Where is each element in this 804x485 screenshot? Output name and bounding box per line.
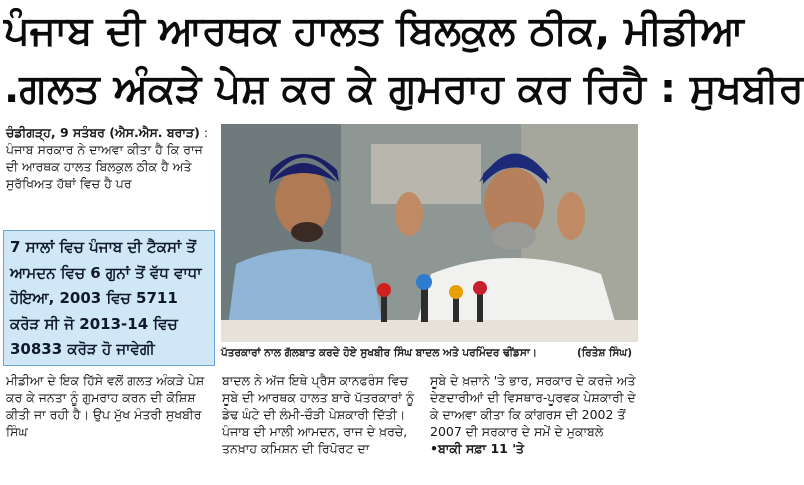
- body-paragraph-middle: ਬਾਦਲ ਨੇ ਅੱਜ ਇਥੇ ਪ੍ਰੈਸ ਕਾਨਫਰੰਸ ਵਿਚ ਸੂਬੇ ਦੀ ਆਰਥਕ ਹਾਲਤ ਬਾਰੇ ਪੱਤਰਕਾਰਾਂ ਨੂੰ ਡੇਢ ਘੰਟੇ ਦੀ ਲੰਮੀ-ਚੌੜੀ ਪੇਸ਼ਕਾਰੀ ਦਿੱਤੀ। ਪੰਜਾਬ ਦੀ ਮਾਲੀ ਆਮਦਨ, ਰਾਜ ਦੇ ਖ਼ਰਚੇ, ਤਨਖ਼ਾਹ ਕਮਿਸ਼ਨ ਦੀ ਰਿਪੋਰਟ ਦਾ: [222, 373, 414, 456]
- photo-caption-bar: [221, 343, 638, 363]
- article-lead-column: [6, 124, 214, 230]
- photo-credit: (ਰਿਤੇਸ਼ ਸਿੰਘ): [576, 347, 632, 359]
- body-paragraph-left: ਮੀਡੀਆ ਦੇ ਇਕ ਹਿੱਸੇ ਵਲੋਂ ਗਲਤ ਅੰਕੜੇ ਪੇਸ਼ ਕਰ ਕੇ ਜਨਤਾ ਨੂੰ ਗੁਮਰਾਹ ਕਰਨ ਦੀ ਕੋਸ਼ਿਸ਼ ਕੀਤੀ ਜਾ ਰਹੀ ਹੈ। ਉਪ ਮੁੱਖ ਮੰਤਰੀ ਸੁਖਬੀਰ ਸਿੰਘ: [6, 373, 205, 439]
- photo-illustration: [221, 124, 638, 342]
- highlight-box: [3, 230, 215, 366]
- headline-line-2: .ਗਲਤ ਅੰਕੜੇ ਪੇਸ਼ ਕਰ ਕੇ ਗੁਮਰਾਹ ਕਰ ਰਿਹੈ : ਸੁਖਬੀਰ: [4, 66, 804, 112]
- news-photo: [221, 124, 638, 342]
- article-left-bottom-column: [6, 372, 214, 482]
- continued-marker: •ਬਾਕੀ ਸਫ਼ਾ 11 'ਤੇ: [430, 441, 525, 456]
- body-paragraph-right: ਸੂਬੇ ਦੇ ਖ਼ਜ਼ਾਨੇ 'ਤੇ ਭਾਰ, ਸਰਕਾਰ ਦੇ ਕਰਜ਼ੇ ਅਤੇ ਦੇਣਦਾਰੀਆਂ ਦੀ ਵਿਸਥਾਰ-ਪੂਰਵਕ ਪੇਸ਼ਕਾਰੀ ਦੇ ਕੇ ਦਾਅਵਾ ਕੀਤਾ ਕਿ ਕਾਂਗਰਸ ਦੀ 2002 ਤੋਂ 2007 ਦੀ ਸਰਕਾਰ ਦੇ ਸਮੇਂ ਦੇ ਮੁਕਾਬਲੇ: [430, 373, 636, 439]
- highlight-text: 7 ਸਾਲਾਂ ਵਿਚ ਪੰਜਾਬ ਦੀ ਟੈਕਸਾਂ ਤੋਂ ਆਮਦਨ ਵਿਚ 6 ਗੁਨਾਂ ਤੋਂ ਵੱਧ ਵਾਧਾ ਹੋਇਆ, 2003 ਵਿਚ 5711 ਕਰੋੜ ਸੀ ਜੋ 2013-14 ਵਿਚ 30833 ਕਰੋੜ ਹੋ ਜਾਵੇਗੀ: [10, 238, 202, 358]
- headline-line-1: ਪੰਜਾਬ ਦੀ ਆਰਥਕ ਹਾਲਤ ਬਿਲਕੁਲ ਠੀਕ, ਮੀਡੀਆ: [4, 8, 744, 54]
- dateline: ਚੰਡੀਗੜ੍ਹ, 9 ਸਤੰਬਰ (ਐਸ.ਐਸ. ਬਰਾੜ): [6, 125, 200, 140]
- article-middle-column: [222, 372, 422, 482]
- lead-paragraph: : ਪੰਜਾਬ ਸਰਕਾਰ ਨੇ ਦਾਅਵਾ ਕੀਤਾ ਹੈ ਕਿ ਰਾਜ ਦੀ ਆਰਥਕ ਹਾਲਤ ਬਿਲਕੁਲ ਠੀਕ ਹੈ ਅਤੇ ਸੁਰੱਖਿਅਤ ਹੱਥਾਂ ਵਿਚ ਹੈ ਪਰ: [6, 125, 209, 191]
- article-right-column: [430, 372, 638, 482]
- photo-caption: ਪੱਤਰਕਾਰਾਂ ਨਾਲ ਗੱਲਬਾਤ ਕਰਦੇ ਹੋਏ ਸੁਖਬੀਰ ਸਿੰਘ ਬਾਦਲ ਅਤੇ ਪਰਮਿੰਦਰ ਢੀਂਡਸਾ।: [221, 347, 537, 359]
